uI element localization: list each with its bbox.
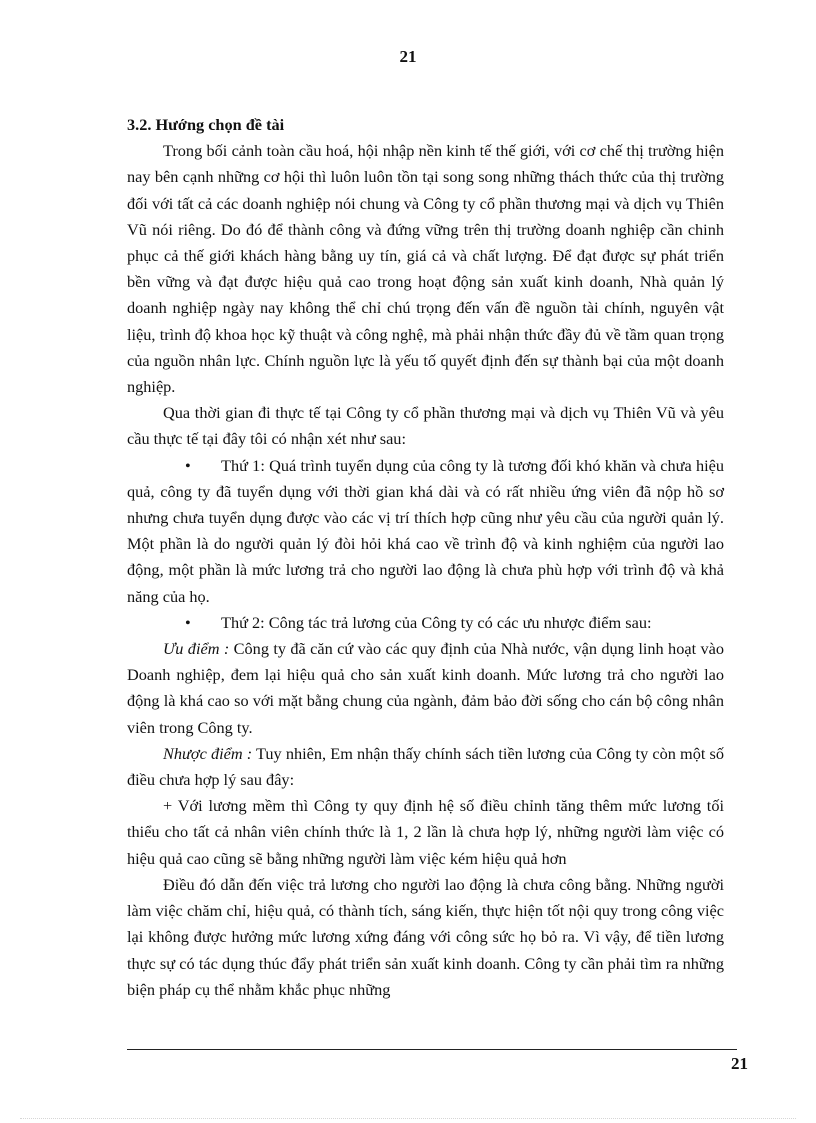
page-number-bottom: 21 xyxy=(731,1054,748,1073)
advantage-text: Công ty đã căn cứ vào các quy định của Nhà nước, vận dụng linh hoạt vào Doanh nghiệp, đem lại hiệu quả cho sản xuất kinh doanh. Mức lương trả cho người lao động là khá cao so với mặt bằng chung của ngành, đảm bảo đời sống cho cán bộ công nhân viên trong Công ty. xyxy=(127,639,724,737)
page-edge-dotted-line xyxy=(20,1118,796,1119)
bullet-dot-icon: • xyxy=(185,612,191,632)
page-number-top: 21 xyxy=(399,47,417,66)
bullet-item-recruitment xyxy=(127,453,724,610)
disadvantage-label: Nhược điểm : xyxy=(163,743,253,763)
document-body xyxy=(127,112,724,1003)
paragraph-soft-salary: + Với lương mềm thì Công ty quy định hệ số điều chỉnh tăng thêm mức lương tối thiểu cho tất cả nhân viên chính thức là 1, 2 lần là chưa hợp lý, những người làm việc có hiệu quả cao cũng sẽ bằng những người làm việc kém hiệu quả hơn xyxy=(127,796,724,868)
paragraph-context: Trong bối cảnh toàn cầu hoá, hội nhập nền kinh tế thế giới, với cơ chế thị trường hiện nay bên cạnh những cơ hội thì luôn luôn tồn tại song song những thách thức của thị trường đối với tất cả các doanh nghiệp nói chung và Công ty cổ phần thương mại và dịch vụ Thiên Vũ nói riêng. Do đó để thành công và đứng vững trên thị trường doanh nghiệp cần chinh phục cả thế giới khách hàng bằng uy tín, giá cả và chất lượng. Để đạt được sự phát triển bền vững và đạt được hiệu quả cao trong hoạt động sản xuất kinh doanh, Nhà quản lý doanh nghiệp ngày nay không thể chỉ chú trọng đến vấn đề nguồn tài chính, nguyên vật liệu, trình độ khoa học kỹ thuật và công nghệ, mà phải nhận thức đầy đủ về tầm quan trọng của nguồn nhân lực. Chính nguồn lực là yếu tố quyết định đến sự thành bại của một doanh nghiệp. xyxy=(127,141,724,397)
paragraph-observation-intro: Qua thời gian đi thực tế tại Công ty cổ phần thương mại và dịch vụ Thiên Vũ và yêu cầu thực tế tại đây tôi có nhận xét như sau: xyxy=(127,403,724,449)
bullet-item-salary xyxy=(127,610,724,636)
bullet-text-salary: Thứ 2: Công tác trả lương của Công ty có các ưu nhược điểm sau: xyxy=(221,612,652,632)
advantage-label: Ưu điểm : xyxy=(163,639,230,659)
bullet-dot-icon: • xyxy=(185,455,191,475)
paragraph-advantages xyxy=(127,636,724,741)
section-heading: 3.2. Hướng chọn đề tài xyxy=(127,115,285,134)
paragraph-disadvantages xyxy=(127,741,724,793)
disadvantage-text: Tuy nhiên, Em nhận thấy chính sách tiền lương của Công ty còn một số điều chưa hợp lý sau đây: xyxy=(127,743,724,790)
paragraph-fairness: Điều đó dẫn đến việc trả lương cho người lao động là chưa công bằng. Những người làm việc chăm chỉ, hiệu quả, có thành tích, sáng kiến, thực hiện tốt nội quy trong công việc lại không được hưởng mức lương xứng đáng với công sức họ bỏ ra. Vì vậy, để tiền lương thực sự có tác dụng thúc đẩy phát triển sản xuất kinh doanh. Công ty cần phải tìm ra những biện pháp cụ thể nhằm khắc phục những xyxy=(127,874,724,999)
footer-divider xyxy=(127,1049,737,1050)
bullet-text-recruitment: Thứ 1: Quá trình tuyển dụng của công ty là tương đối khó khăn và chưa hiệu quả, công ty đã tuyển dụng với thời gian khá dài và có rất nhiều ứng viên đã nộp hồ sơ nhưng chưa tuyển dụng được vào các vị trí thích hợp cũng như yêu cầu của người quản lý. Một phần là do người quản lý đòi hỏi khá cao về trình độ và kinh nghiệm của người lao động, một phần là mức lương trả cho người lao động là chưa phù hợp với trình độ và khả năng của họ. xyxy=(127,455,724,606)
